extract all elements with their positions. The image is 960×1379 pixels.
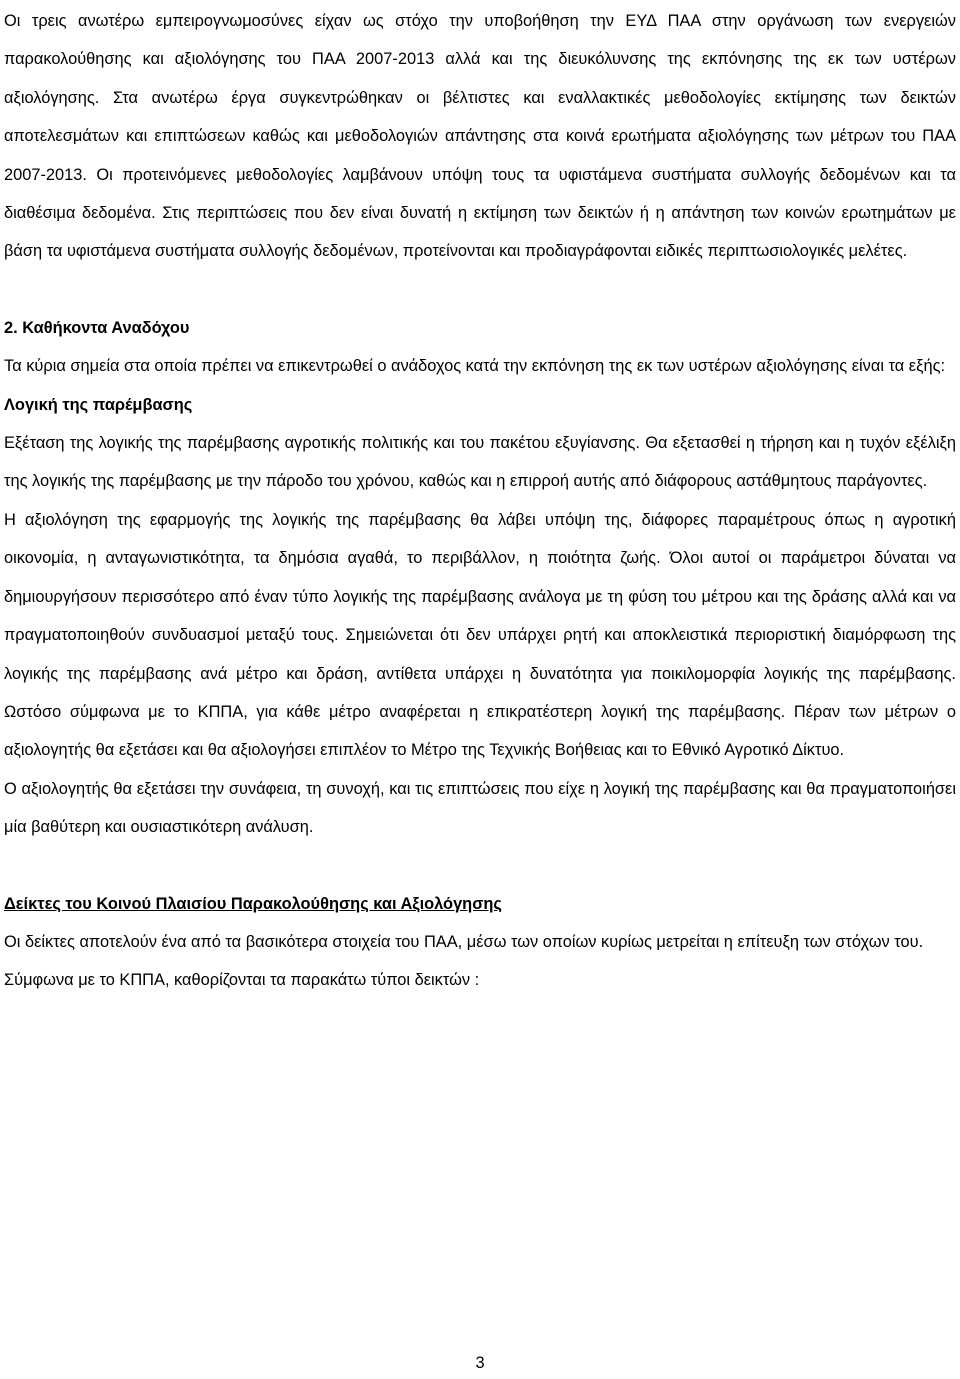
subheading-intervention-logic: Λογική της παρέμβασης bbox=[4, 395, 193, 414]
paragraph-indicator-types: Σύμφωνα με το ΚΠΠΑ, καθορίζονται τα παρακάτω τύποι δεικτών : bbox=[4, 971, 480, 990]
paragraph-intervention-parameters: Η αξιολόγηση της εφαρμογής της λογικής της παρέμβασης θα λάβει υπόψη της, διάφορες παραμέτρους όπως η αγροτική οικονομία, η ανταγωνιστικότητα, τα δημόσια αγαθά, το περιβάλλον, η ποιότητα ζωής. Όλοι αυτοί οι παράμετροι δύναται να δημιουργήσουν περισσότερο από έναν τύπο λογικής της παρέμβασης ανάλογα με τη φύση του μέτρου και της δράσης αλλά και να πραγματοποιηθούν συνδυασμοί μεταξύ τους. Σημειώνεται ότι δεν υπάρχει ρητή και αποκλειστικά περιοριστική διαμόρφωση της λογικής της παρέμβασης ανά μέτρο και δράση, αντίθετα υπάρχει η δυνατότητα για ποικιλομορφία λογικής της παρέμβασης. Ωστόσο σύμφωνα με το ΚΠΠΑ, για κάθε μέτρο αναφέρεται η επικρατέστερη λογική της παρέμβασης. Πέραν των μέτρων ο αξιολογητής θα εξετάσει και θα αξιολογήσει επιπλέον το Μέτρο της Τεχνικής Βοήθειας και το Εθνικό Αγροτικό Δίκτυο. bbox=[4, 510, 956, 760]
subheading-indicators: Δείκτες του Κοινού Πλαισίου Παρακολούθησης και Αξιολόγησης bbox=[4, 894, 502, 913]
paragraph-main-points: Τα κύρια σημεία στα οποία πρέπει να επικεντρωθεί ο ανάδοχος κατά την εκπόνηση της εκ των υστέρων αξιολόγησης είναι τα εξής: bbox=[4, 357, 946, 376]
paragraph-intervention-review: Εξέταση της λογικής της παρέμβασης αγροτικής πολιτικής και του πακέτου εξυγίανσης. Θα εξετασθεί η τήρηση και η τυχόν εξέλιξη της λογικής της παρέμβασης με την πάροδο του χρόνου, καθώς και η επιρροή αυτής από διάφορους αστάθμητους παράγοντες. bbox=[4, 434, 956, 491]
section-heading-contractor-duties: 2. Καθήκοντα Αναδόχου bbox=[4, 318, 190, 337]
paragraph-evaluation-expertise: Οι τρεις ανωτέρω εμπειρογνωμοσύνες είχαν ως στόχο την υποβοήθηση την ΕΥΔ ΠΑΑ στην οργάνωση των ενεργειών παρακολούθησης και αξιολόγησης του ΠΑΑ 2007-2013 αλλά και της διευκόλυνσης της εκπόνησης της εκ των υστέρων αξιολόγησης. Στα ανωτέρω έργα συγκεντρώθηκαν οι βέλτιστες και εναλλακτικές μεθοδολογίες εκτίμησης των δεικτών αποτελεσμάτων και επιπτώσεων καθώς και μεθοδολογιών απάντησης στα κοινά ερωτήματα αξιολόγησης των μέτρων του ΠΑΑ 2007-2013. Οι προτεινόμενες μεθοδολογίες λαμβάνουν υπόψη τους τα υφιστάμενα συστήματα συλλογής δεδομένων και τα διαθέσιμα δεδομένα. Στις περιπτώσεις που δεν είναι δυνατή η εκτίμηση των δεικτών ή η απάντηση των κοινών ερωτημάτων με βάση τα υφιστάμενα συστήματα συλλογής δεδομένων, προτείνονται και προδιαγράφονται ειδικές περιπτωσιολογικές μελέτες. bbox=[4, 12, 956, 261]
page-number: 3 bbox=[475, 1354, 485, 1372]
paragraph-indicators-intro: Οι δείκτες αποτελούν ένα από τα βασικότερα στοιχεία του ΠΑΑ, μέσω των οποίων κυρίως μετρείται η επίτευξη των στόχων του. bbox=[4, 932, 924, 951]
document-page bbox=[4, 0, 956, 1000]
paragraph-evaluator-analysis: Ο αξιολογητής θα εξετάσει την συνάφεια, τη συνοχή, και τις επιπτώσεις που είχε η λογική της παρέμβασης και θα πραγματοποιήσει μία βαθύτερη και ουσιαστικότερη ανάλυση. bbox=[4, 779, 956, 837]
